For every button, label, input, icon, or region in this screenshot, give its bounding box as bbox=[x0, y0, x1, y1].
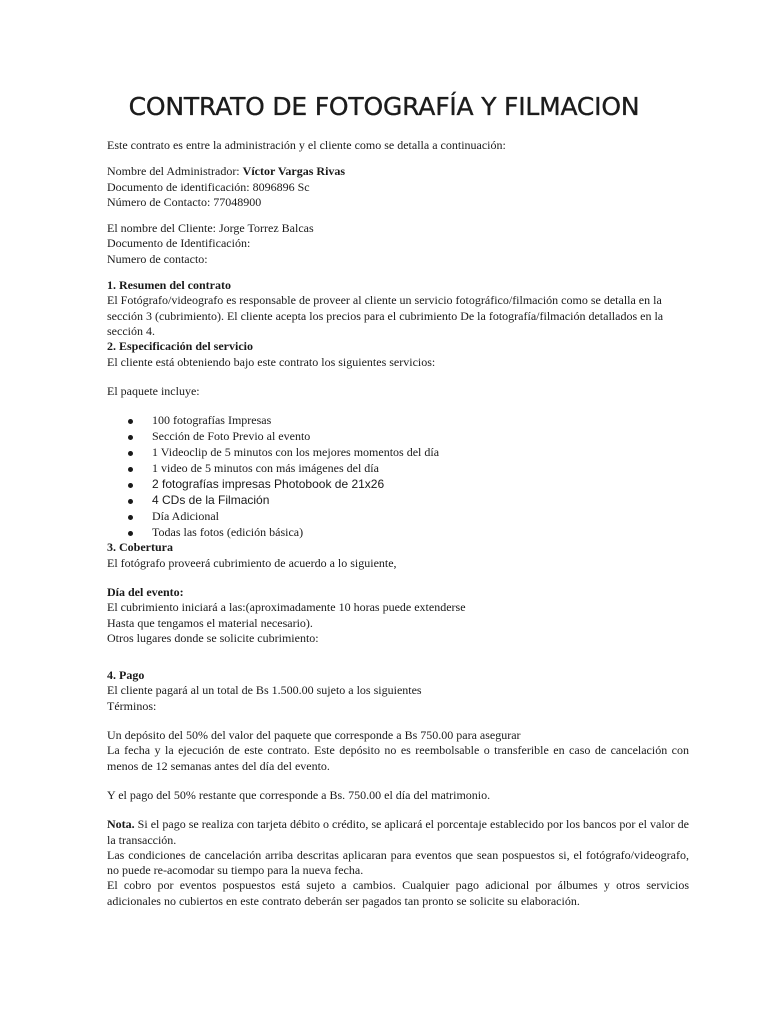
list-item: Todas las fotos (edición básica) bbox=[107, 525, 689, 541]
section3-heading: 3. Cobertura bbox=[107, 540, 173, 555]
section2-text: El cliente está obteniendo bajo este contrato los siguientes servicios: bbox=[107, 354, 436, 369]
bullet-icon bbox=[128, 531, 133, 536]
event-line: El cubrimiento iniciará a las:(aproximadamente 10 horas puede extenderse bbox=[107, 600, 466, 615]
section1-heading: 1. Resumen del contrato bbox=[107, 278, 231, 293]
document-title: CONTRATO DE FOTOGRAFÍA Y FILMACION bbox=[128, 92, 640, 121]
section1-text: El Fotógrafo/videografo es responsable de proveer al cliente un servicio fotográfico/filmación como se detalla en la sección 3 (cubrimiento). El cliente acepta los precios para el cubrimiento De la fotografía/filmación detallados en la sección 4. bbox=[107, 293, 664, 338]
list-item: 1 video de 5 minutos con más imágenes del día bbox=[107, 461, 689, 477]
list-item: 2 fotografías impresas Photobook de 21x26 bbox=[107, 477, 689, 493]
client-contact-line: Numero de contacto: bbox=[107, 251, 208, 266]
event-heading: Día del evento: bbox=[107, 585, 184, 599]
admin-id-line: Documento de identificación: 8096896 Sc bbox=[107, 179, 310, 194]
bullet-icon bbox=[128, 499, 133, 504]
bullet-icon bbox=[128, 451, 133, 456]
list-item: 1 Videoclip de 5 minutos con los mejores momentos del día bbox=[107, 445, 689, 461]
section2-heading: 2. Especificación del servicio bbox=[107, 339, 253, 354]
event-line: Hasta que tengamos el material necesario). bbox=[107, 615, 313, 630]
list-item: Día Adicional bbox=[107, 509, 689, 525]
client-name-line: El nombre del Cliente: Jorge Torrez Balcas bbox=[107, 221, 314, 236]
note-paragraph bbox=[107, 817, 689, 848]
package-intro: El paquete incluye: bbox=[107, 383, 200, 398]
event-line: Otros lugares donde se solicite cubrimiento: bbox=[107, 630, 319, 645]
admin-name-value: Víctor Vargas Rivas bbox=[242, 164, 346, 179]
cancellation-paragraph: Las condiciones de cancelación arriba descritas aplicaran para eventos que sean pospuestos si, el fotógrafo/videografo, no puede re-acomodar su tiempo para la nueva fecha. bbox=[107, 847, 689, 878]
bullet-icon bbox=[128, 467, 133, 472]
bullet-icon bbox=[128, 435, 133, 440]
bullet-icon bbox=[128, 515, 133, 520]
extra-charges-paragraph: El cobro por eventos pospuestos está sujeto a cambios. Cualquier pago adicional por álbumes y otros servicios adicionales no cubiertos en este contrato deberán ser pagados tan pronto se solicite su elaboración. bbox=[107, 878, 689, 908]
services-list bbox=[107, 413, 689, 540]
admin-contact-line: Número de Contacto: 77048900 bbox=[107, 194, 262, 209]
client-block bbox=[107, 221, 689, 267]
admin-name-label: Nombre del Administrador: bbox=[107, 164, 243, 179]
list-item: Sección de Foto Previo al evento bbox=[107, 429, 689, 445]
note-label: Nota. bbox=[107, 817, 135, 832]
deposit-paragraph: La fecha y la ejecución de este contrato. Este depósito no es reembolsable o transferible en caso de cancelación con menos de 12 semanas antes del día del evento. bbox=[107, 743, 689, 773]
note-text: Si el pago se realiza con tarjeta débito o crédito, se aplicará el porcentaje establecido por los bancos por el valor de la transacción. bbox=[107, 817, 689, 847]
section4-heading: 4. Pago bbox=[107, 668, 145, 683]
total-line: El cliente pagará al un total de Bs 1.500.00 sujeto a los siguientes bbox=[107, 683, 422, 698]
section3-text: El fotógrafo proveerá cubrimiento de acuerdo a lo siguiente, bbox=[107, 555, 397, 570]
document-body bbox=[107, 138, 689, 909]
bullet-icon bbox=[128, 419, 133, 424]
client-id-line: Documento de Identificación: bbox=[107, 236, 251, 251]
list-item: 100 fotografías Impresas bbox=[107, 413, 689, 429]
remaining-payment-line: Y el pago del 50% restante que corresponde a Bs. 750.00 el día del matrimonio. bbox=[107, 787, 491, 802]
intro-paragraph: Este contrato es entre la administración y el cliente como se detalla a continuación: bbox=[107, 138, 506, 152]
list-item: 4 CDs de la Filmación bbox=[107, 493, 689, 509]
admin-name-line bbox=[107, 164, 689, 179]
bullet-icon bbox=[128, 483, 133, 488]
admin-block bbox=[107, 164, 689, 210]
deposit-line: Un depósito del 50% del valor del paquete que corresponde a Bs 750.00 para asegurar bbox=[107, 728, 521, 743]
terms-line: Términos: bbox=[107, 698, 157, 713]
